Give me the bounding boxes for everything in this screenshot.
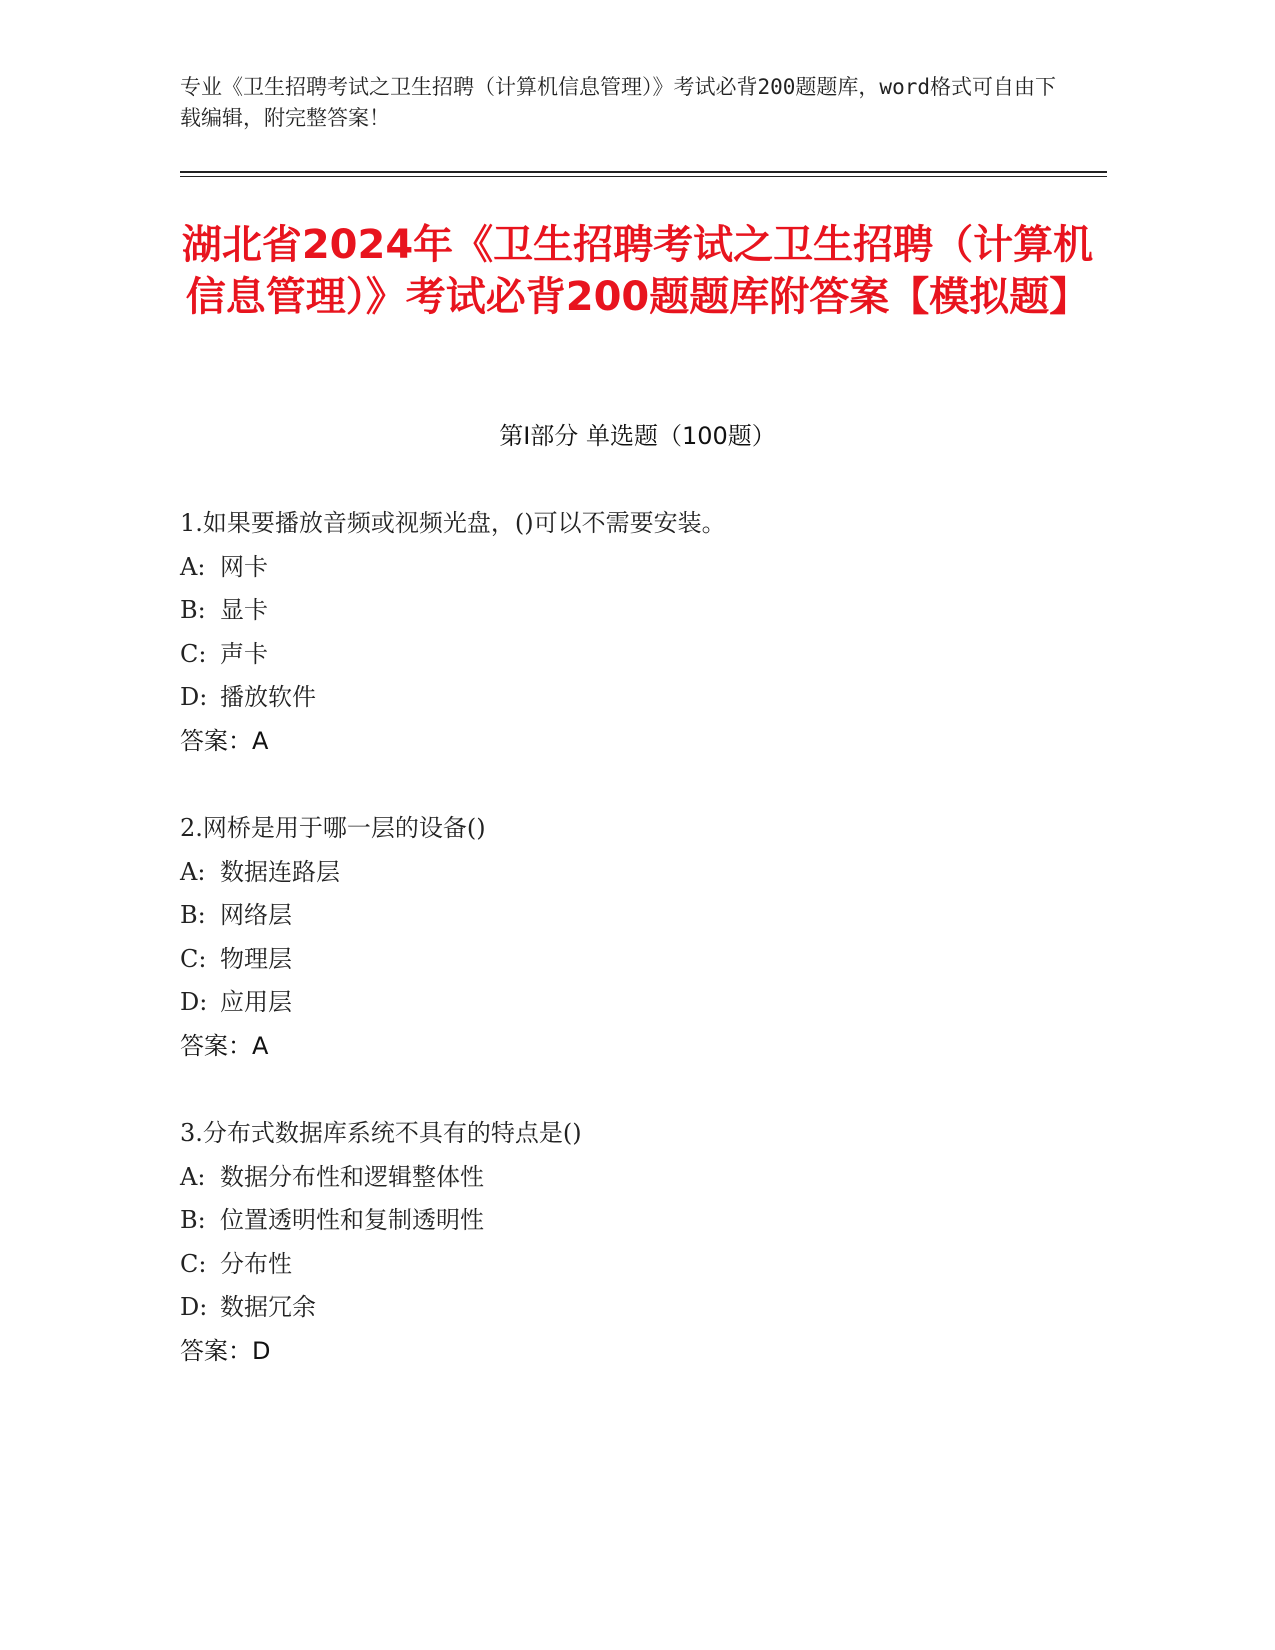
option-key: C: <box>180 1249 207 1278</box>
option-text: 分布性 <box>220 1249 292 1278</box>
question-2 <box>180 807 1080 1068</box>
option-key: A: <box>180 857 206 886</box>
option-text: 声卡 <box>220 639 268 668</box>
option-key: D: <box>180 988 208 1016</box>
option-text: 物理层 <box>220 944 292 973</box>
answer-line: 答案：D <box>180 1336 271 1365</box>
option-key: A: <box>180 552 206 581</box>
option-a <box>180 546 1080 590</box>
option-text: 数据冗余 <box>220 1293 316 1321</box>
option-c <box>180 938 1080 982</box>
option-c <box>180 633 1080 677</box>
option-b <box>180 894 1080 938</box>
option-key: D: <box>180 683 208 711</box>
question-3 <box>180 1112 1080 1373</box>
option-a <box>180 1156 1080 1200</box>
option-key: B: <box>180 596 206 624</box>
option-a <box>180 851 1080 895</box>
option-text: 数据分布性和逻辑整体性 <box>220 1162 484 1191</box>
option-d <box>180 676 1080 720</box>
option-key: B: <box>180 1206 206 1234</box>
question-1 <box>180 502 1080 763</box>
section-heading: 第Ⅰ部分 单选题（100题） <box>499 422 776 450</box>
question-stem: 2.网桥是用于哪一层的设备() <box>180 814 486 842</box>
option-text: 网卡 <box>220 552 268 581</box>
option-key: A: <box>180 1162 206 1191</box>
option-key: D: <box>180 1293 208 1321</box>
option-key: C: <box>180 639 207 668</box>
option-text: 播放软件 <box>220 683 316 711</box>
question-stem: 1.如果要播放音频或视频光盘，()可以不需要安装。 <box>180 509 726 537</box>
header-divider-thick <box>180 171 1107 173</box>
option-b <box>180 589 1080 633</box>
option-b <box>180 1199 1080 1243</box>
option-c <box>180 1243 1080 1287</box>
option-d <box>180 981 1080 1025</box>
option-text: 位置透明性和复制透明性 <box>220 1206 484 1234</box>
option-d <box>180 1286 1080 1330</box>
answer-line: 答案：A <box>180 1031 269 1060</box>
option-text: 应用层 <box>220 988 292 1016</box>
option-key: C: <box>180 944 207 973</box>
document-title: 湖北省2024年《卫生招聘考试之卫生招聘（计算机信息管理）》考试必背200题题库附答案【模拟题】 <box>181 222 1094 320</box>
header-note: 专业《卫生招聘考试之卫生招聘（计算机信息管理）》考试必背200题题库，word格式可自由下载编辑，附完整答案！ <box>180 75 1056 130</box>
option-text: 显卡 <box>220 596 268 624</box>
answer-line: 答案：A <box>180 726 269 755</box>
option-text: 数据连路层 <box>220 857 340 886</box>
question-stem: 3.分布式数据库系统不具有的特点是() <box>180 1119 582 1147</box>
option-text: 网络层 <box>220 901 292 929</box>
header-divider-thin <box>180 176 1107 177</box>
option-key: B: <box>180 901 206 929</box>
